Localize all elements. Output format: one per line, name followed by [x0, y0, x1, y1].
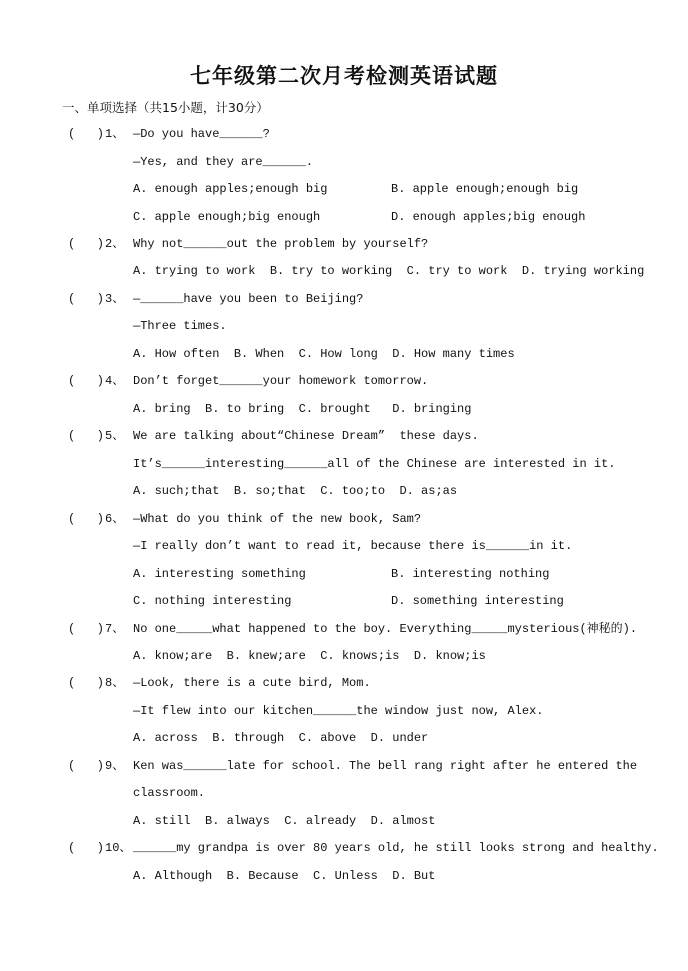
answer-blank[interactable]: ( )	[68, 622, 105, 636]
question-number: 5、	[105, 429, 125, 443]
question-line: —Yes, and they are______.	[133, 155, 314, 169]
question-stem: Ken was______late for school. The bell rang right after he entered the	[133, 759, 638, 773]
question-line: —Three times.	[133, 319, 227, 333]
question-line: —It flew into our kitchen______the window just now, Alex.	[133, 704, 544, 718]
question-number: 1、	[105, 127, 125, 141]
options-line: A. such;that B. so;that C. too;to D. as;as	[133, 484, 458, 498]
question-line: It’s______interesting______all of the Chinese are interested in it.	[133, 457, 616, 471]
answer-blank[interactable]: ( )	[68, 374, 105, 388]
question-stem: No one_____what happened to the boy. Everything_____mysterious(神秘的).	[133, 622, 638, 636]
answer-blank[interactable]: ( )	[68, 237, 105, 251]
question-stem: —Do you have______?	[133, 127, 270, 141]
question-number: 10、	[105, 841, 132, 855]
question-line: —I really don’t want to read it, because there is______in it.	[133, 539, 573, 553]
question-number: 7、	[105, 622, 125, 636]
question-number: 3、	[105, 292, 125, 306]
options-line: A. bring B. to bring C. brought D. bringing	[133, 402, 472, 416]
answer-blank[interactable]: ( )	[68, 127, 105, 141]
question-number: 4、	[105, 374, 125, 388]
question-line: classroom.	[133, 786, 206, 800]
answer-blank[interactable]: ( )	[68, 429, 105, 443]
option-b: B. apple enough;enough big	[391, 182, 579, 196]
question-stem: ______my grandpa is over 80 years old, he still looks strong and healthy.	[133, 841, 659, 855]
option-d: D. enough apples;big enough	[391, 210, 586, 224]
option-d: D. something interesting	[391, 594, 564, 608]
question-stem: Don’t forget______your homework tomorrow.	[133, 374, 429, 388]
question-stem: —______have you been to Beijing?	[133, 292, 364, 306]
question-stem: —Look, there is a cute bird, Mom.	[133, 676, 371, 690]
page-title: 七年级第二次月考检测英语试题	[190, 63, 498, 88]
option-c: C. apple enough;big enough	[133, 210, 321, 224]
section-heading: 一、单项选择（共15小题，计30分）	[62, 100, 269, 115]
question-number: 2、	[105, 237, 125, 251]
question-stem: Why not______out the problem by yourself?	[133, 237, 429, 251]
answer-blank[interactable]: ( )	[68, 759, 105, 773]
question-number: 9、	[105, 759, 125, 773]
option-c: C. nothing interesting	[133, 594, 292, 608]
option-a: A. enough apples;enough big	[133, 182, 328, 196]
answer-blank[interactable]: ( )	[68, 512, 105, 526]
options-line: A. How often B. When C. How long D. How many times	[133, 347, 515, 361]
options-line: A. know;are B. knew;are C. knows;is D. know;is	[133, 649, 486, 663]
question-number: 6、	[105, 512, 125, 526]
question-number: 8、	[105, 676, 125, 690]
answer-blank[interactable]: ( )	[68, 841, 105, 855]
options-line: A. trying to work B. try to working C. try to work D. trying working	[133, 264, 645, 278]
answer-blank[interactable]: ( )	[68, 292, 105, 306]
question-stem: We are talking about“Chinese Dream” these days.	[133, 429, 479, 443]
options-line: A. across B. through C. above D. under	[133, 731, 429, 745]
option-b: B. interesting nothing	[391, 567, 550, 581]
options-line: A. Although B. Because C. Unless D. But	[133, 869, 436, 883]
question-stem: —What do you think of the new book, Sam?	[133, 512, 422, 526]
answer-blank[interactable]: ( )	[68, 676, 105, 690]
options-line: A. still B. always C. already D. almost	[133, 814, 436, 828]
option-a: A. interesting something	[133, 567, 306, 581]
